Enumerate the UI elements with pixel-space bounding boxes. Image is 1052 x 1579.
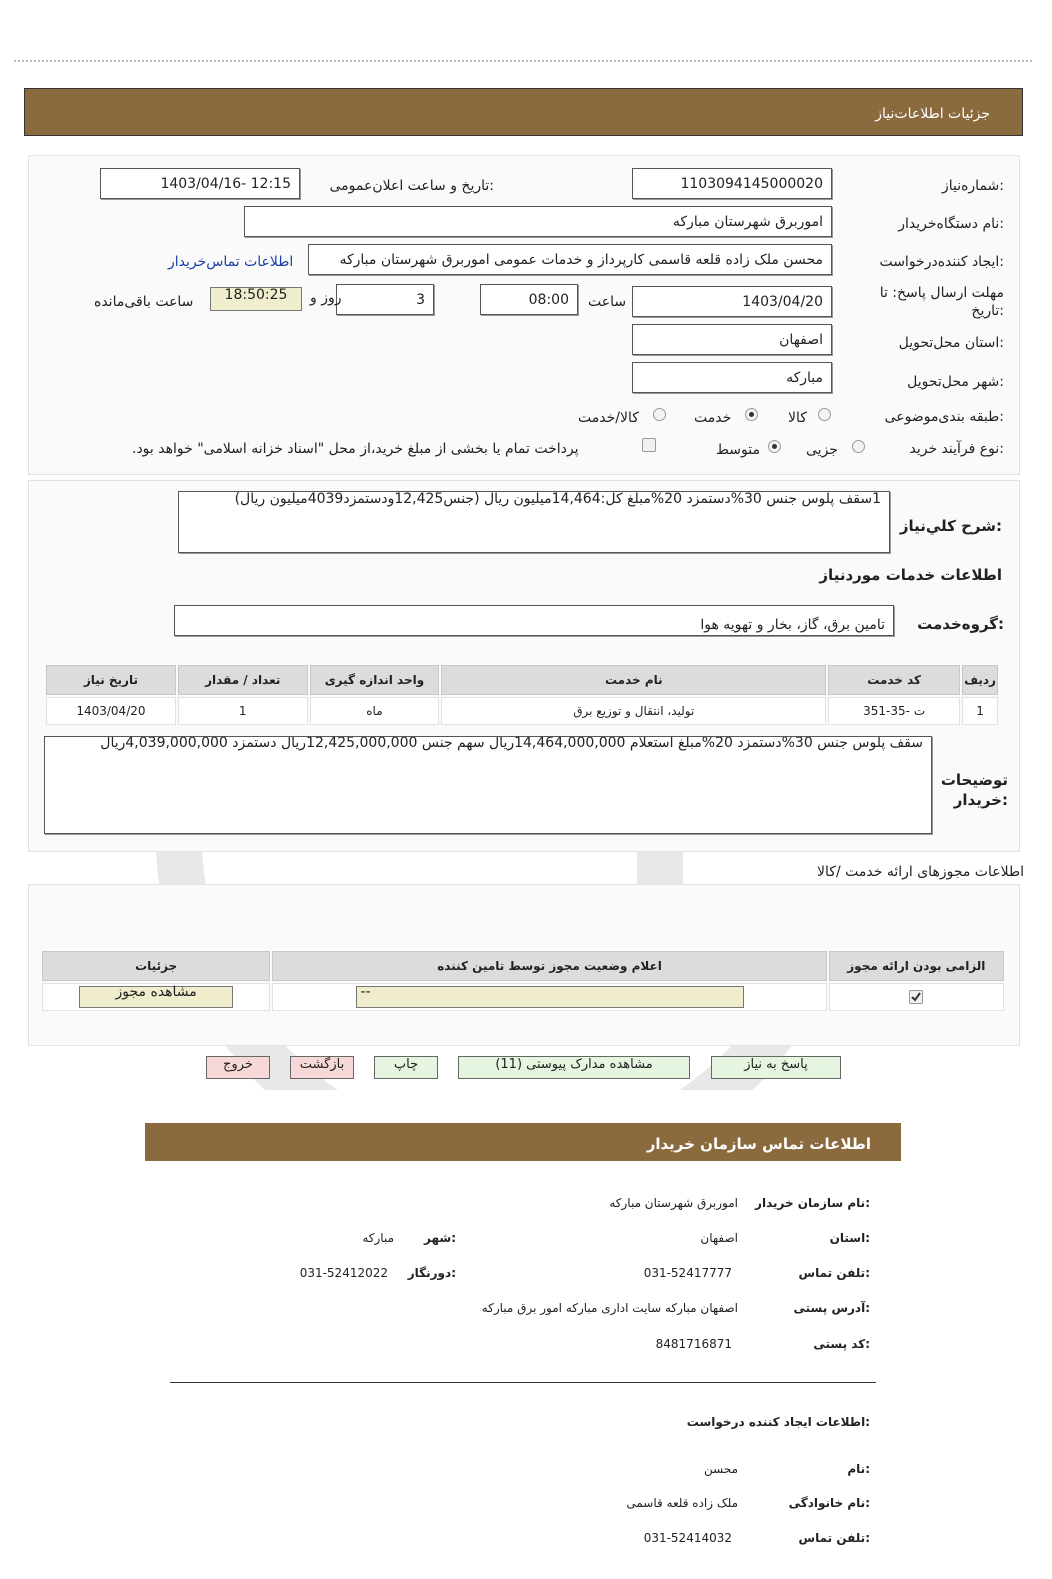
category-radio-service[interactable]	[745, 408, 758, 421]
buyer-org-field: اموربرق شهرستان مبارکه	[244, 206, 832, 237]
back-button[interactable]: بازگشت	[290, 1056, 354, 1079]
col-service-name: نام خدمت	[441, 665, 826, 695]
contact-fax-label: دورنگار:	[407, 1266, 456, 1280]
province-label: استان محل‌تحویل:	[898, 335, 1004, 351]
days-label: روز و	[310, 290, 342, 306]
creator-phone-label: تلفن تماس:	[798, 1531, 870, 1545]
contact-org-value: اموربرق شهرستان مبارکه	[609, 1196, 738, 1210]
permits-table	[40, 949, 1006, 1013]
check-icon	[910, 991, 922, 1003]
need-number-field: 1103094145000020	[632, 168, 832, 199]
cell-permit-details	[42, 983, 270, 1011]
top-divider	[14, 60, 1032, 62]
services-table	[44, 663, 1000, 727]
process-radio-minor[interactable]	[852, 440, 865, 453]
col-permit-status: اعلام وضعیت مجوز توسط تامین کننده	[272, 951, 826, 981]
contact-province-value: اصفهان	[700, 1231, 738, 1245]
cell-need-date: 1403/04/20	[46, 697, 176, 725]
creator-name-value: محسن	[703, 1462, 738, 1476]
need-number-label: شماره‌نیاز:	[941, 178, 1004, 194]
province-field: اصفهان	[632, 324, 832, 355]
cell-service-name: تولید، انتقال و توزیع برق	[441, 697, 826, 725]
creator-name-label: نام:	[847, 1462, 870, 1476]
permit-status-field: --	[356, 986, 744, 1008]
remaining-label: ساعت باقی‌مانده	[94, 294, 194, 310]
treasury-checkbox[interactable]	[642, 438, 656, 452]
permit-required-checkbox	[909, 990, 923, 1004]
page-header	[24, 88, 1023, 136]
contact-province-label: استان:	[829, 1231, 870, 1245]
contact-address-label: آدرس پستی:	[793, 1301, 870, 1315]
city-field: مبارکه	[632, 362, 832, 393]
process-option-medium: متوسط	[716, 442, 760, 458]
deadline-time-field: 08:00	[480, 284, 578, 315]
cell-quantity: 1	[178, 697, 308, 725]
contact-divider	[170, 1382, 876, 1383]
buyer-org-label: نام دستگاه‌خریدار:	[898, 216, 1004, 232]
cell-unit: ماه	[310, 697, 440, 725]
announce-date-label: تاریخ و ساعت اعلان‌عمومی:	[329, 178, 494, 194]
announce-date-field: 1403/04/16- 12:15	[100, 168, 300, 199]
contact-city-value: مبارکه	[362, 1231, 394, 1245]
col-quantity: تعداد / مقدار	[178, 665, 308, 695]
description-field: 1سقف پلوس جنس 30%دستمزد 20%مبلغ کل:14,464میلیون ریال (جنس12,425ودستمزد4039میلیون ریال)	[178, 491, 890, 553]
table-row	[46, 697, 998, 725]
category-option-service: خدمت	[694, 410, 732, 426]
service-group-field: تامین برق، گاز، بخار و تهویه هوا	[174, 605, 894, 636]
contact-phone-value: 031-52417777	[643, 1266, 732, 1280]
category-option-goods: کالا	[788, 410, 807, 426]
cell-row: 1	[962, 697, 998, 725]
cell-permit-status	[272, 983, 826, 1011]
contact-postal-value: 8481716871	[655, 1337, 732, 1351]
service-group-label: گروه‌خدمت:	[917, 615, 1004, 633]
contact-phone-label: تلفن تماس:	[798, 1266, 870, 1280]
category-option-goods-service: کالا/خدمت	[578, 410, 639, 426]
contact-org-label: نام سازمان خریدار:	[755, 1196, 870, 1210]
col-need-date: تاریخ نیاز	[46, 665, 176, 695]
creator-family-label: نام خانوادگی:	[788, 1496, 870, 1510]
page-title: جزئیات اطلاعات‌نیاز	[875, 106, 990, 122]
creator-field: محسن ملک زاده قلعه قاسمی کارپرداز و خدمات عمومی اموربرق شهرستان مبارکه	[308, 244, 832, 275]
category-label: طبقه بندی‌موضوعی:	[884, 409, 1004, 425]
days-field: 3	[336, 284, 434, 315]
col-row: ردیف	[962, 665, 998, 695]
creator-label: ایجاد کننده‌درخواست:	[879, 254, 1004, 270]
treasury-note: پرداخت تمام یا بخشی از مبلغ خرید،از محل "اسناد خزانه اسلامی" خواهد بود.	[132, 441, 579, 457]
table-row	[42, 983, 1004, 1011]
contact-heading: اطلاعات تماس سازمان خریدار	[646, 1135, 871, 1153]
print-button[interactable]: چاپ	[374, 1056, 438, 1079]
reply-button[interactable]: پاسخ به نیاز	[711, 1056, 841, 1079]
category-radio-goods[interactable]	[818, 408, 831, 421]
process-radio-medium[interactable]	[768, 440, 781, 453]
contact-address-value: اصفهان مبارکه سایت اداری مبارکه امور برق مبارکه	[481, 1301, 738, 1315]
creator-family-value: ملک زاده قلعه قاسمی	[626, 1496, 738, 1510]
cell-permit-required	[829, 983, 1004, 1011]
deadline-date-field: 1403/04/20	[632, 286, 832, 317]
time-label: ساعت	[588, 294, 627, 310]
category-radio-goods-service[interactable]	[653, 408, 666, 421]
view-permit-button[interactable]: مشاهده مجوز	[79, 986, 233, 1008]
remaining-timer: 18:50:25	[210, 287, 302, 311]
col-permit-details: جزئیات	[42, 951, 270, 981]
deadline-label: مهلت ارسال پاسخ: تا تاریخ:	[879, 285, 1004, 319]
process-option-minor: جزیی	[806, 442, 838, 458]
cell-service-code: ت -35-351	[828, 697, 960, 725]
exit-button[interactable]: خروج	[206, 1056, 270, 1079]
contact-fax-value: 031-52412022	[299, 1266, 388, 1280]
col-unit: واحد اندازه گیری	[310, 665, 440, 695]
buyer-notes-label: توضیحات خریدار:	[940, 771, 1008, 809]
creator-info-heading: اطلاعات ایجاد کننده درخواست:	[686, 1415, 870, 1429]
buyer-notes-field: سقف پلوس جنس 30%دستمزد 20%مبلغ استعلام 14,464,000,000ریال سهم جنس 12,425,000,000ریال دستمزد 4,039,000,000ریال	[44, 736, 932, 834]
contact-header	[145, 1123, 901, 1161]
contact-city-label: شهر:	[424, 1231, 456, 1245]
buyer-contact-link[interactable]: اطلاعات تماس‌خریدار	[168, 254, 294, 270]
col-service-code: کد خدمت	[828, 665, 960, 695]
permits-heading: اطلاعات مجوزهای ارائه خدمت /کالا	[817, 864, 1024, 880]
services-heading: اطلاعات خدمات موردنیاز	[819, 566, 1002, 584]
attachments-button[interactable]: مشاهده مدارک پیوستی (11)	[458, 1056, 690, 1079]
process-label: نوع فرآیند خرید:	[909, 441, 1004, 457]
city-label: شهر محل‌تحویل:	[907, 374, 1004, 390]
creator-phone-value: 031-52414032	[643, 1531, 732, 1545]
description-label: شرح کلي‌نیاز:	[899, 517, 1002, 535]
contact-postal-label: کد پستی:	[813, 1337, 870, 1351]
col-permit-required: الزامی بودن ارائه مجوز	[829, 951, 1004, 981]
